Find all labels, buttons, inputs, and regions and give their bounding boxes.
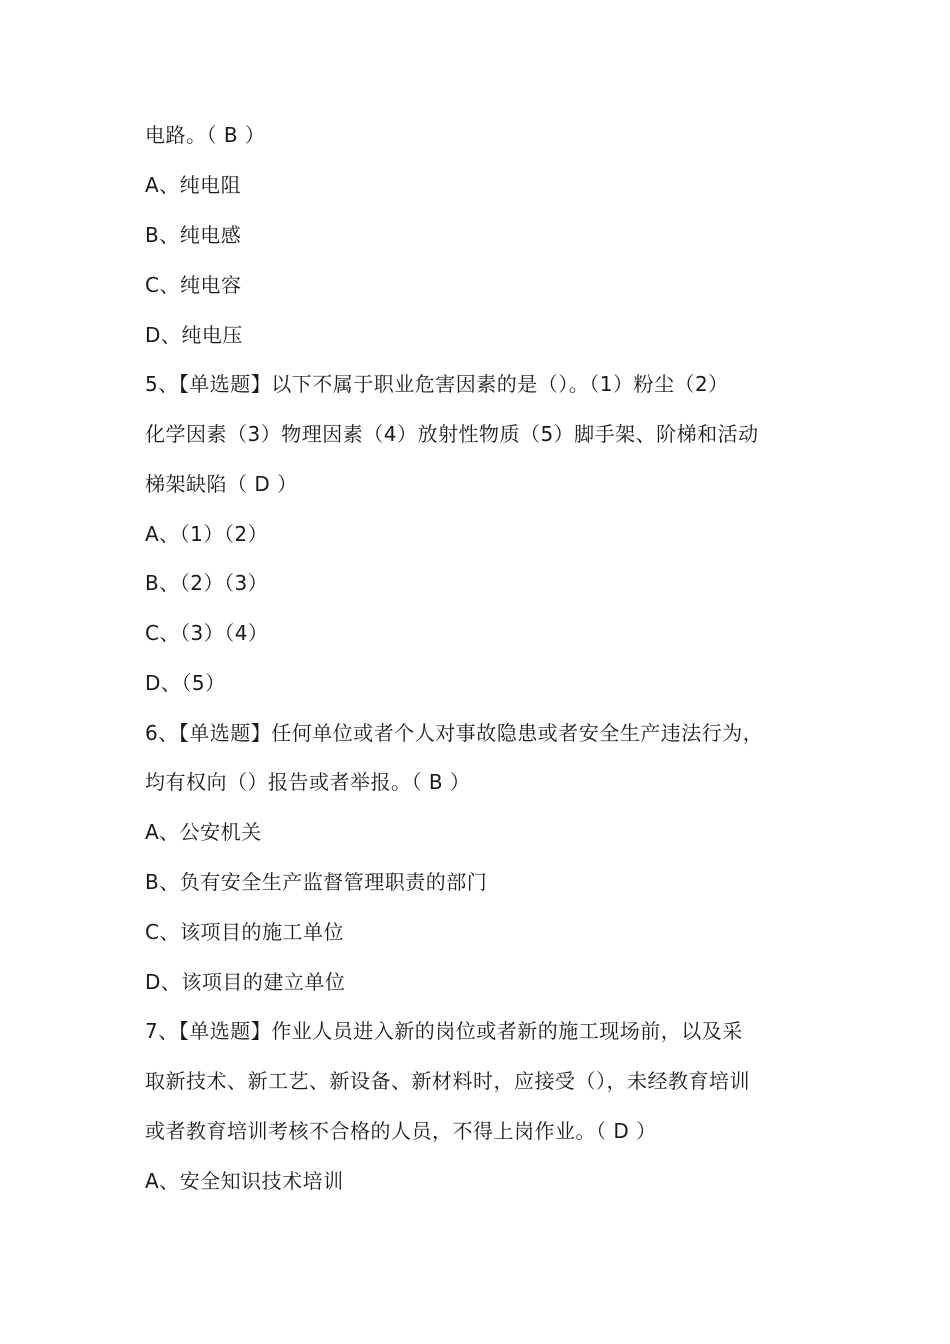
question-line: 均有权向（）报告或者举报。（ B ） — [145, 770, 471, 794]
option-line: C、（3）（4） — [145, 621, 269, 645]
question-line: 6、【单选题】任何单位或者个人对事故隐患或者安全生产违法行为， — [145, 721, 764, 745]
question-line: 梯架缺陷（ D ） — [145, 472, 298, 496]
option-line: A、安全知识技术培训 — [145, 1169, 344, 1193]
question-line: 或者教育培训考核不合格的人员，不得上岗作业。（ D ） — [145, 1119, 657, 1143]
option-line: C、该项目的施工单位 — [145, 920, 344, 944]
question-line: 7、【单选题】作业人员进入新的岗位或者新的施工现场前，以及采 — [145, 1019, 743, 1043]
option-line: D、该项目的建立单位 — [145, 970, 346, 994]
option-line: D、纯电压 — [145, 323, 243, 347]
option-line: B、纯电感 — [145, 223, 242, 247]
option-line: D、（5） — [145, 671, 226, 695]
question-line: 取新技术、新工艺、新设备、新材料时，应接受（），未经教育培训 — [145, 1069, 750, 1093]
option-line: B、（2）（3） — [145, 571, 269, 595]
question-line: 5、【单选题】以下不属于职业危害因素的是（）。（1）粉尘（2） — [145, 372, 729, 396]
question-line: 化学因素（3）物理因素（4）放射性物质（5）脚手架、阶梯和活动 — [145, 422, 759, 446]
option-line: A、（1）（2） — [145, 522, 269, 546]
option-line: A、纯电阻 — [145, 173, 242, 197]
text-line: 电路。（ B ） — [145, 123, 266, 147]
option-line: C、纯电容 — [145, 273, 242, 297]
option-line: B、负有安全生产监督管理职责的部门 — [145, 870, 488, 894]
option-line: A、公安机关 — [145, 820, 262, 844]
